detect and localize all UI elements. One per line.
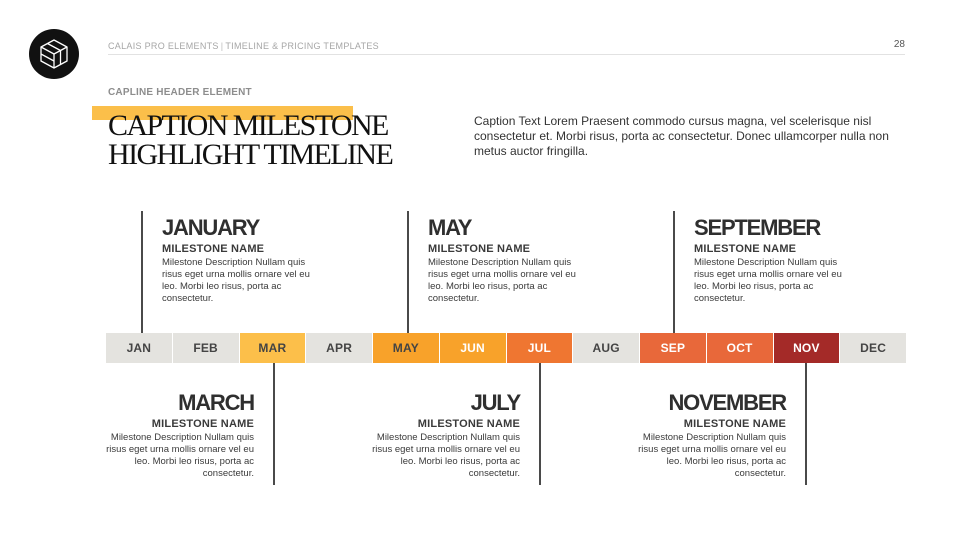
month-timeline-bar — [106, 333, 906, 363]
milestone-description: Milestone Description Nullam quis risus eget urna mollis ornare vel eu leo. Morbi leo risus, porta ac consectetur. — [428, 257, 576, 304]
caption-text: Caption Text Lorem Praesent commodo cursus magna, vel scelerisque nisl consectetur et. Morbi risus, porta ac consectetur. Donec ullamcorper nulla non metus auctor fringilla. — [474, 114, 889, 158]
top-bar — [108, 40, 905, 55]
milestone-november — [626, 391, 786, 480]
connector-line-september — [673, 211, 675, 333]
connector-line-may — [407, 211, 409, 333]
milestone-july — [360, 391, 520, 480]
milestone-september — [694, 216, 854, 305]
title-line-2: HIGHLIGHT TIMELINE — [108, 138, 393, 171]
isometric-cube-icon — [39, 38, 69, 70]
month-cell-may: MAY — [373, 333, 440, 363]
milestone-name: MILESTONE NAME — [694, 243, 797, 255]
month-cell-jul: JUL — [507, 333, 574, 363]
connector-line-july — [539, 363, 541, 485]
milestone-month: NOVEMBER — [668, 390, 786, 415]
month-cell-oct: OCT — [707, 333, 774, 363]
milestone-month: SEPTEMBER — [694, 215, 821, 240]
milestone-name: MILESTONE NAME — [428, 243, 531, 255]
month-cell-sep: SEP — [640, 333, 707, 363]
milestone-month: JULY — [470, 390, 520, 415]
capline-header: CAPLINE HEADER ELEMENT — [108, 87, 252, 98]
page-number: 28 — [893, 39, 905, 50]
milestone-name: MILESTONE NAME — [162, 243, 265, 255]
milestone-name: MILESTONE NAME — [683, 418, 786, 430]
milestone-description: Milestone Description Nullam quis risus eget urna mollis ornare vel eu leo. Morbi leo risus, porta ac consectetur. — [638, 432, 786, 479]
month-cell-jan: JAN — [106, 333, 173, 363]
milestone-month: MAY — [428, 215, 472, 240]
breadcrumb-brand: CALAIS PRO ELEMENTS — [108, 41, 219, 51]
month-cell-apr: APR — [306, 333, 373, 363]
month-cell-dec: DEC — [840, 333, 906, 363]
milestone-month: MARCH — [178, 390, 254, 415]
breadcrumb — [108, 41, 379, 51]
milestone-description: Milestone Description Nullam quis risus eget urna mollis ornare vel eu leo. Morbi leo risus, porta ac consectetur. — [372, 432, 520, 479]
milestone-description: Milestone Description Nullam quis risus eget urna mollis ornare vel eu leo. Morbi leo risus, porta ac consectetur. — [694, 257, 842, 304]
milestone-description: Milestone Description Nullam quis risus eget urna mollis ornare vel eu leo. Morbi leo risus, porta ac consectetur. — [162, 257, 310, 304]
page-title — [108, 111, 392, 169]
milestone-description: Milestone Description Nullam quis risus eget urna mollis ornare vel eu leo. Morbi leo risus, porta ac consectetur. — [106, 432, 254, 479]
breadcrumb-section: TIMELINE & PRICING TEMPLATES — [225, 41, 379, 51]
breadcrumb-separator: | — [220, 41, 224, 51]
connector-line-march — [273, 363, 275, 485]
milestone-january — [162, 216, 322, 305]
milestone-may — [428, 216, 588, 305]
title-line-1: CAPTION MILESTONE — [108, 109, 388, 142]
month-cell-aug: AUG — [573, 333, 640, 363]
month-cell-jun: JUN — [440, 333, 507, 363]
month-cell-mar: MAR — [240, 333, 307, 363]
logo-cube-icon — [29, 29, 79, 79]
month-cell-nov: NOV — [774, 333, 841, 363]
month-cell-feb: FEB — [173, 333, 240, 363]
connector-line-january — [141, 211, 143, 333]
connector-line-november — [805, 363, 807, 485]
milestone-month: JANUARY — [162, 215, 260, 240]
milestone-name: MILESTONE NAME — [151, 418, 254, 430]
milestone-march — [94, 391, 254, 480]
milestone-name: MILESTONE NAME — [417, 418, 520, 430]
